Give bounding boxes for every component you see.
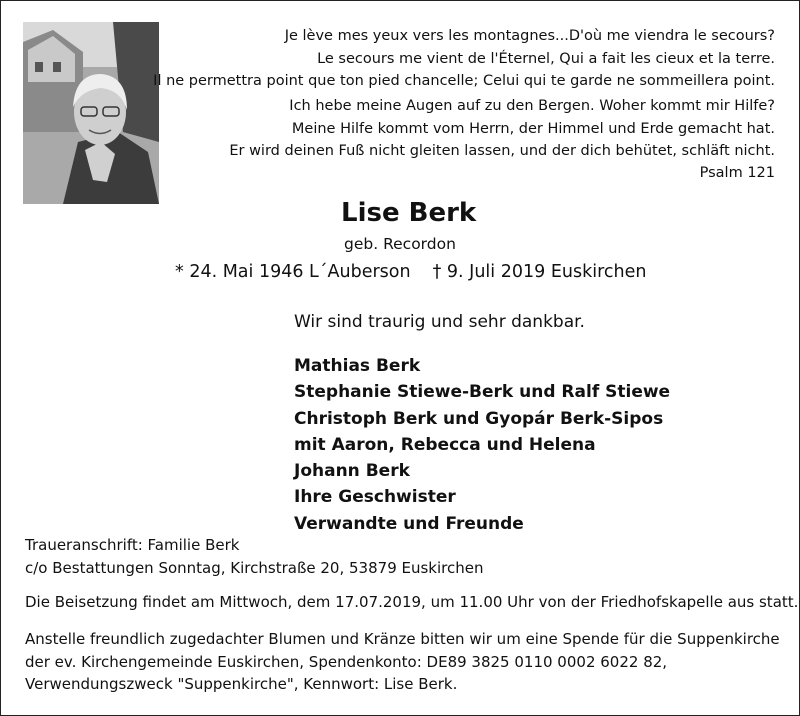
family-member: Verwandte und Freunde [294,513,524,534]
family-member: Stephanie Stiewe-Berk und Ralf Stiewe [294,382,671,403]
funeral-info: Die Beisetzung findet am Mittwoch, dem 17.07.2019, um 11.00 Uhr von der Friedhofskapelle aus statt. [25,593,799,611]
life-dates [175,262,646,282]
psalm-german [229,95,775,163]
thanks-text: Wir sind traurig und sehr dankbar. [294,312,585,332]
donation-info [25,628,780,696]
address-line: c/o Bestattungen Sonntag, Kirchstraße 20, 53879 Euskirchen [25,558,484,577]
psalm-french-line: Je lève mes yeux vers les montagnes...D'où me viendra le secours? [284,28,775,44]
donation-line: Anstelle freundlich zugedachter Blumen und Kränze bitten wir um eine Spende für die Suppenkirche [25,630,780,648]
family-member: Mathias Berk [294,356,421,376]
psalm-german-line: Ich hebe meine Augen auf zu den Bergen. Woher kommt mir Hilfe? [289,98,775,114]
mourning-address [25,534,483,579]
psalm-french-line: Le secours me vient de l'Éternel, Qui a fait les cieux et la terre. [317,50,775,67]
family-member: Christoph Berk und Gyopár Berk-Sipos [294,408,664,429]
donation-line: der ev. Kirchengemeinde Euskirchen, Spendenkonto: DE89 3825 0110 0002 6022 82, [25,652,668,671]
family-list [294,353,670,537]
death-date: † 9. Juli 2019 Euskirchen [432,262,647,282]
birth-date: * 24. Mai 1946 L´Auberson [175,262,411,282]
portrait-photo [23,22,159,204]
address-line: Traueranschrift: Familie Berk [25,536,240,554]
deceased-name: Lise Berk [341,198,477,228]
family-member: Ihre Geschwister [294,487,456,508]
donation-line: Verwendungszweck "Suppenkirche", Kennwort: Lise Berk. [25,675,458,693]
psalm-french-line: Il ne permettra point que ton pied chancelle; Celui qui te garde ne sommeillera point. [153,73,775,89]
birth-name: geb. Recordon [344,235,456,253]
psalm-german-line: Meine Hilfe kommt vom Herrn, der Himmel und Erde gemacht hat. [291,120,775,137]
psalm-german-line: Er wird deinen Fuß nicht gleiten lassen, und der dich behütet, schläft nicht. [229,143,775,159]
psalm-reference: Psalm 121 [699,165,775,181]
psalm-french [153,25,775,93]
family-member: mit Aaron, Rebecca und Helena [294,434,596,455]
family-member: Johann Berk [294,461,410,482]
